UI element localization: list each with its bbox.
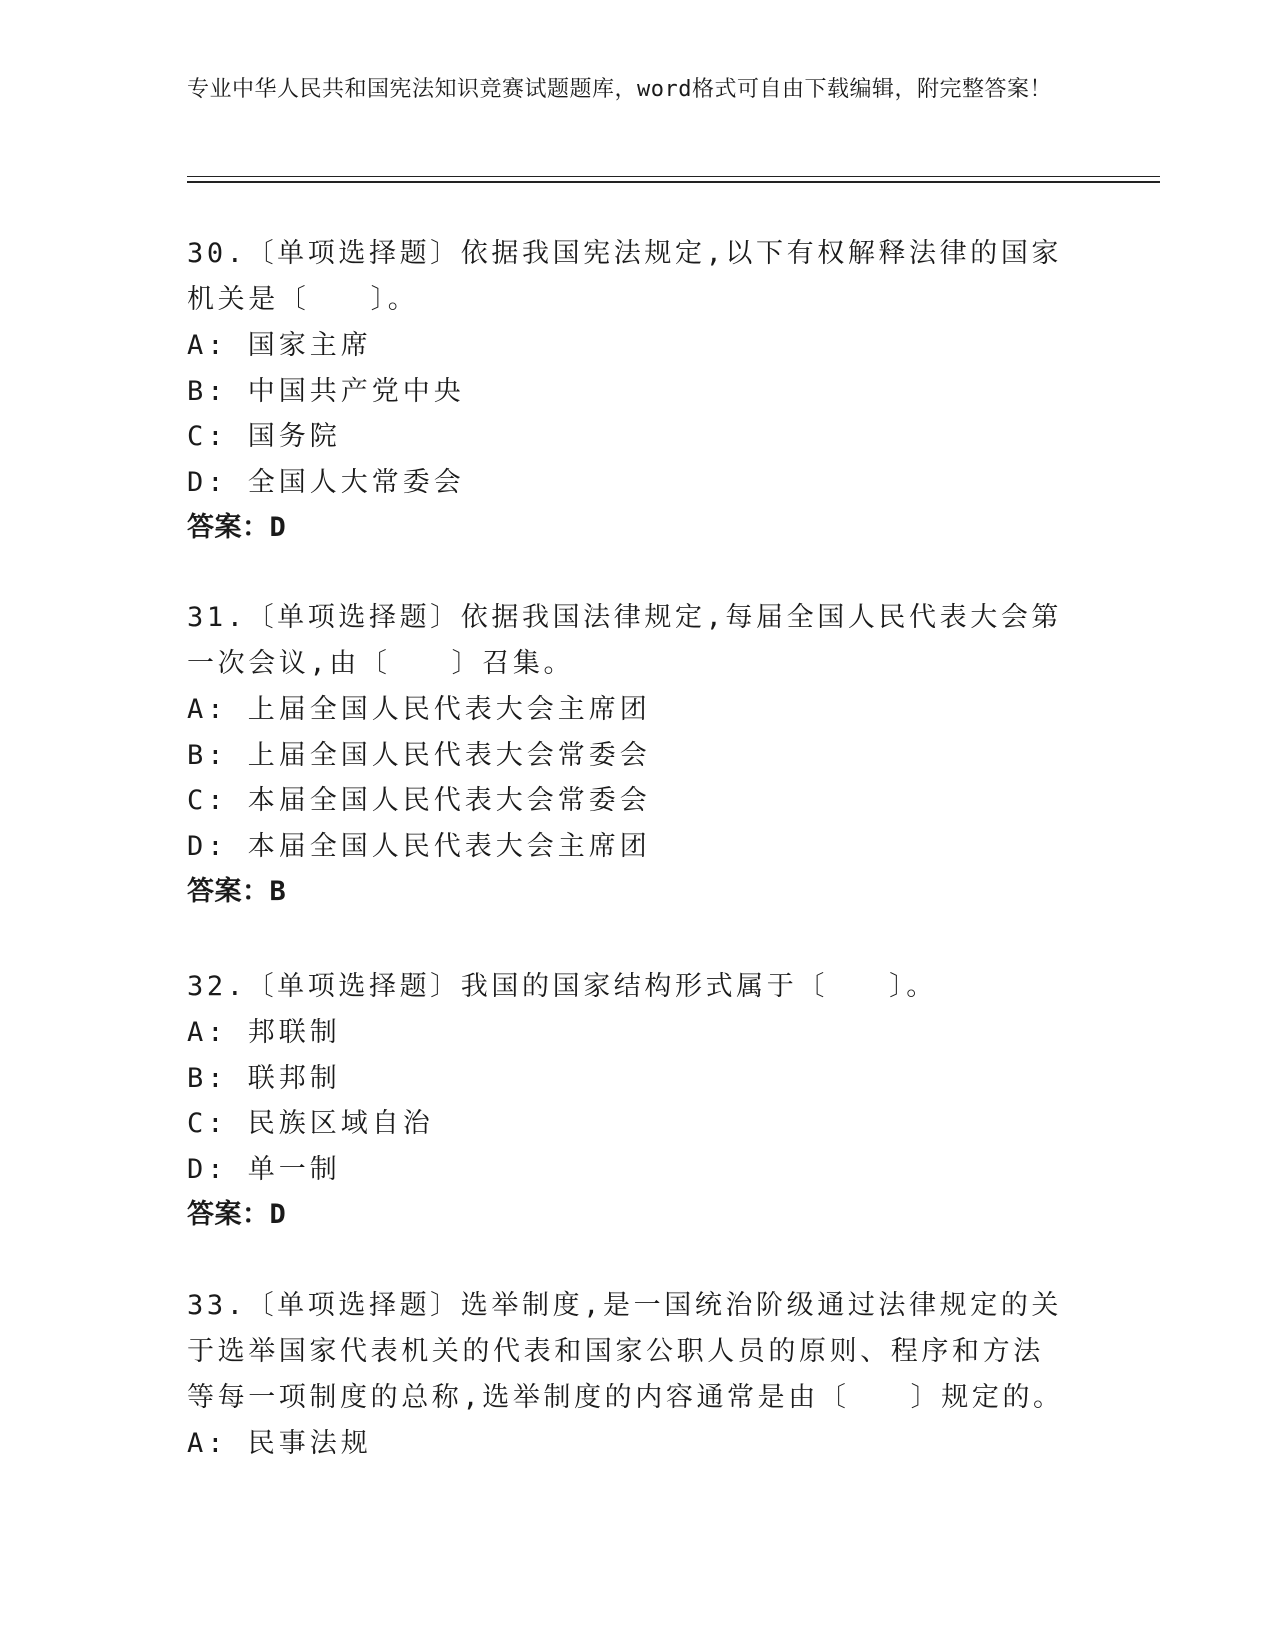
option-d: D: 本届全国人民代表大会主席团 [187,830,651,862]
option-a: A: 邦联制 [187,1017,341,1048]
option-c: C: 民族区域自治 [187,1108,434,1139]
option-d: D: 全国人大常委会 [187,466,465,498]
question-stem: 32.〔单项选择题〕我国的国家结构形式属于〔 〕。 [187,971,937,1002]
question-31 [187,595,1067,915]
question-stem: 33.〔单项选择题〕选举制度,是一国统治阶级通过法律规定的关于选举国家代表机关的代表和国家公职人员的原则、程序和方法等每一项制度的总称,选举制度的内容通常是由〔 〕规定的。 [187,1290,1064,1413]
answer-line: 答案：D [187,512,287,543]
header-divider-thick [187,181,1160,183]
question-stem: 30.〔单项选择题〕依据我国宪法规定,以下有权解释法律的国家机关是〔 〕。 [187,238,1063,315]
header-divider-thin [187,176,1160,177]
option-b: B: 联邦制 [187,1062,341,1094]
option-a: A: 国家主席 [187,330,372,361]
option-b: B: 上届全国人民代表大会常委会 [187,739,651,771]
option-d: D: 单一制 [187,1153,341,1185]
question-stem: 31.〔单项选择题〕依据我国法律规定,每届全国人民代表大会第一次会议,由〔 〕召集。 [187,602,1063,679]
answer-line: 答案：D [187,1199,287,1230]
answer-line: 答案：B [187,876,287,907]
question-33 [187,1283,1067,1467]
option-c: C: 本届全国人民代表大会常委会 [187,785,651,816]
question-32 [187,964,1067,1238]
option-c: C: 国务院 [187,421,341,452]
option-b: B: 中国共产党中央 [187,375,465,407]
option-a: A: 上届全国人民代表大会主席团 [187,694,651,725]
document-header: 专业中华人民共和国宪法知识竞赛试题题库，word格式可自由下载编辑，附完整答案！ [187,77,1052,102]
option-a: A: 民事法规 [187,1428,372,1459]
question-30 [187,231,1067,551]
